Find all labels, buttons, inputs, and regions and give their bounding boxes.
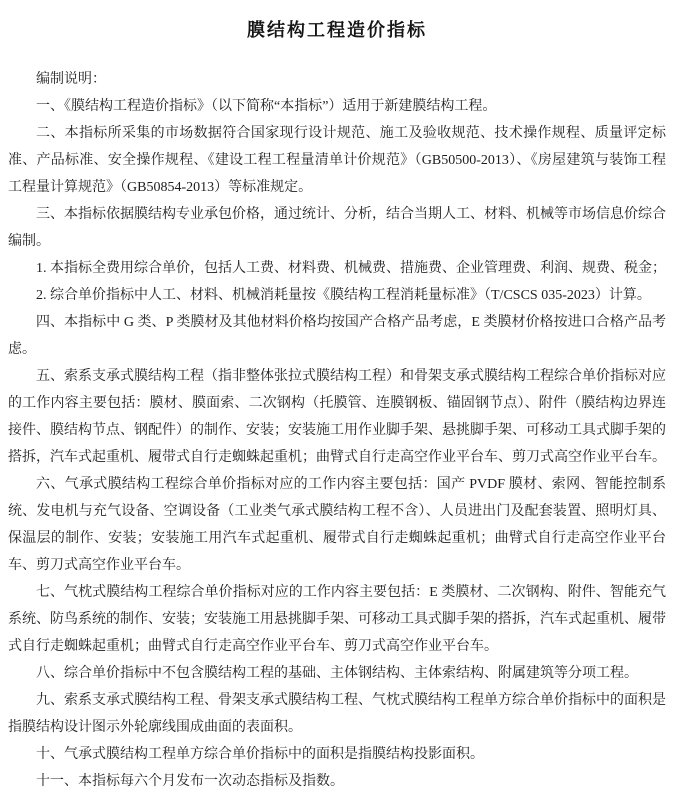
paragraph: 三、本指标依据膜结构专业承包价格，通过统计、分析，结合当期人工、材料、机械等市场信息价综合编制。 xyxy=(8,207,666,249)
intro-label: 编制说明： xyxy=(36,72,106,87)
paragraph: 九、索系支承式膜结构工程、骨架支承式膜结构工程、气枕式膜结构工程单方综合单价指标中的面积是指膜结构设计图示外轮廓线围成曲面的表面积。 xyxy=(8,693,666,735)
paragraph: 一、《膜结构工程造价指标》（以下简称“本指标”）适用于新建膜结构工程。 xyxy=(36,99,497,114)
paragraph: 十一、本指标每六个月发布一次动态指标及指数。 xyxy=(36,774,344,789)
paragraph: 六、气承式膜结构工程综合单价指标对应的工作内容主要包括：国产 PVDF 膜材、索网、智能控制系统、发电机与充气设备、空调设备（工业类气承式膜结构工程不含）、人员进出门及配套装置、照明灯具、保温层的制作、安装；安装施工用汽车式起重机、履带式自行走蜘蛛起重机；曲臂式自行走高空作业平台车、剪刀式高空作业平台车。 xyxy=(8,477,666,573)
paragraph: 二、本指标所采集的市场数据符合国家现行设计规范、施工及验收规范、技术操作规程、质量评定标准、产品标准、安全操作规程、《建设工程工程量清单计价规范》（GB50500-2013）、《房屋建筑与装饰工程工程量计算规范》（GB50854-2013）等标准规定。 xyxy=(8,126,666,195)
paragraph: 四、本指标中 G 类、P 类膜材及其他材料价格均按国产合格产品考虑，E 类膜材价格按进口合格产品考虑。 xyxy=(8,315,666,357)
paragraph: 五、索系支承式膜结构工程（指非整体张拉式膜结构工程）和骨架支承式膜结构工程综合单价指标对应的工作内容主要包括：膜材、膜面索、二次钢构（托膜管、连膜钢板、锚固钢节点）、附件（膜结构边界连接件、膜结构节点、钢配件）的制作、安装；安装施工用作业脚手架、悬挑脚手架、可移动工具式脚手架的搭拆，汽车式起重机、履带式自行走蜘蛛起重机；曲臂式自行走高空作业平台车、剪刀式高空作业平台车。 xyxy=(8,369,666,465)
paragraph: 七、气枕式膜结构工程综合单价指标对应的工作内容主要包括：E 类膜材、二次钢构、附件、智能充气系统、防鸟系统的制作、安装；安装施工用悬挑脚手架、可移动工具式脚手架的搭拆，汽车式起重机、履带式自行走蜘蛛起重机；曲臂式自行走高空作业平台车、剪刀式高空作业平台车。 xyxy=(8,585,666,654)
paragraph: 十、气承式膜结构工程单方综合单价指标中的面积是指膜结构投影面积。 xyxy=(36,747,484,762)
paragraph: 1. 本指标全费用综合单价，包括人工费、材料费、机械费、措施费、企业管理费、利润、规费、税金； xyxy=(36,261,666,276)
page-title: 膜结构工程造价指标 xyxy=(247,20,427,40)
paragraph: 八、综合单价指标中不包含膜结构工程的基础、主体钢结构、主体索结构、附属建筑等分项工程。 xyxy=(36,666,638,681)
paragraph: 2. 综合单价指标中人工、材料、机械消耗量按《膜结构工程消耗量标准》（T/CSCS 035-2023）计算。 xyxy=(36,288,651,303)
